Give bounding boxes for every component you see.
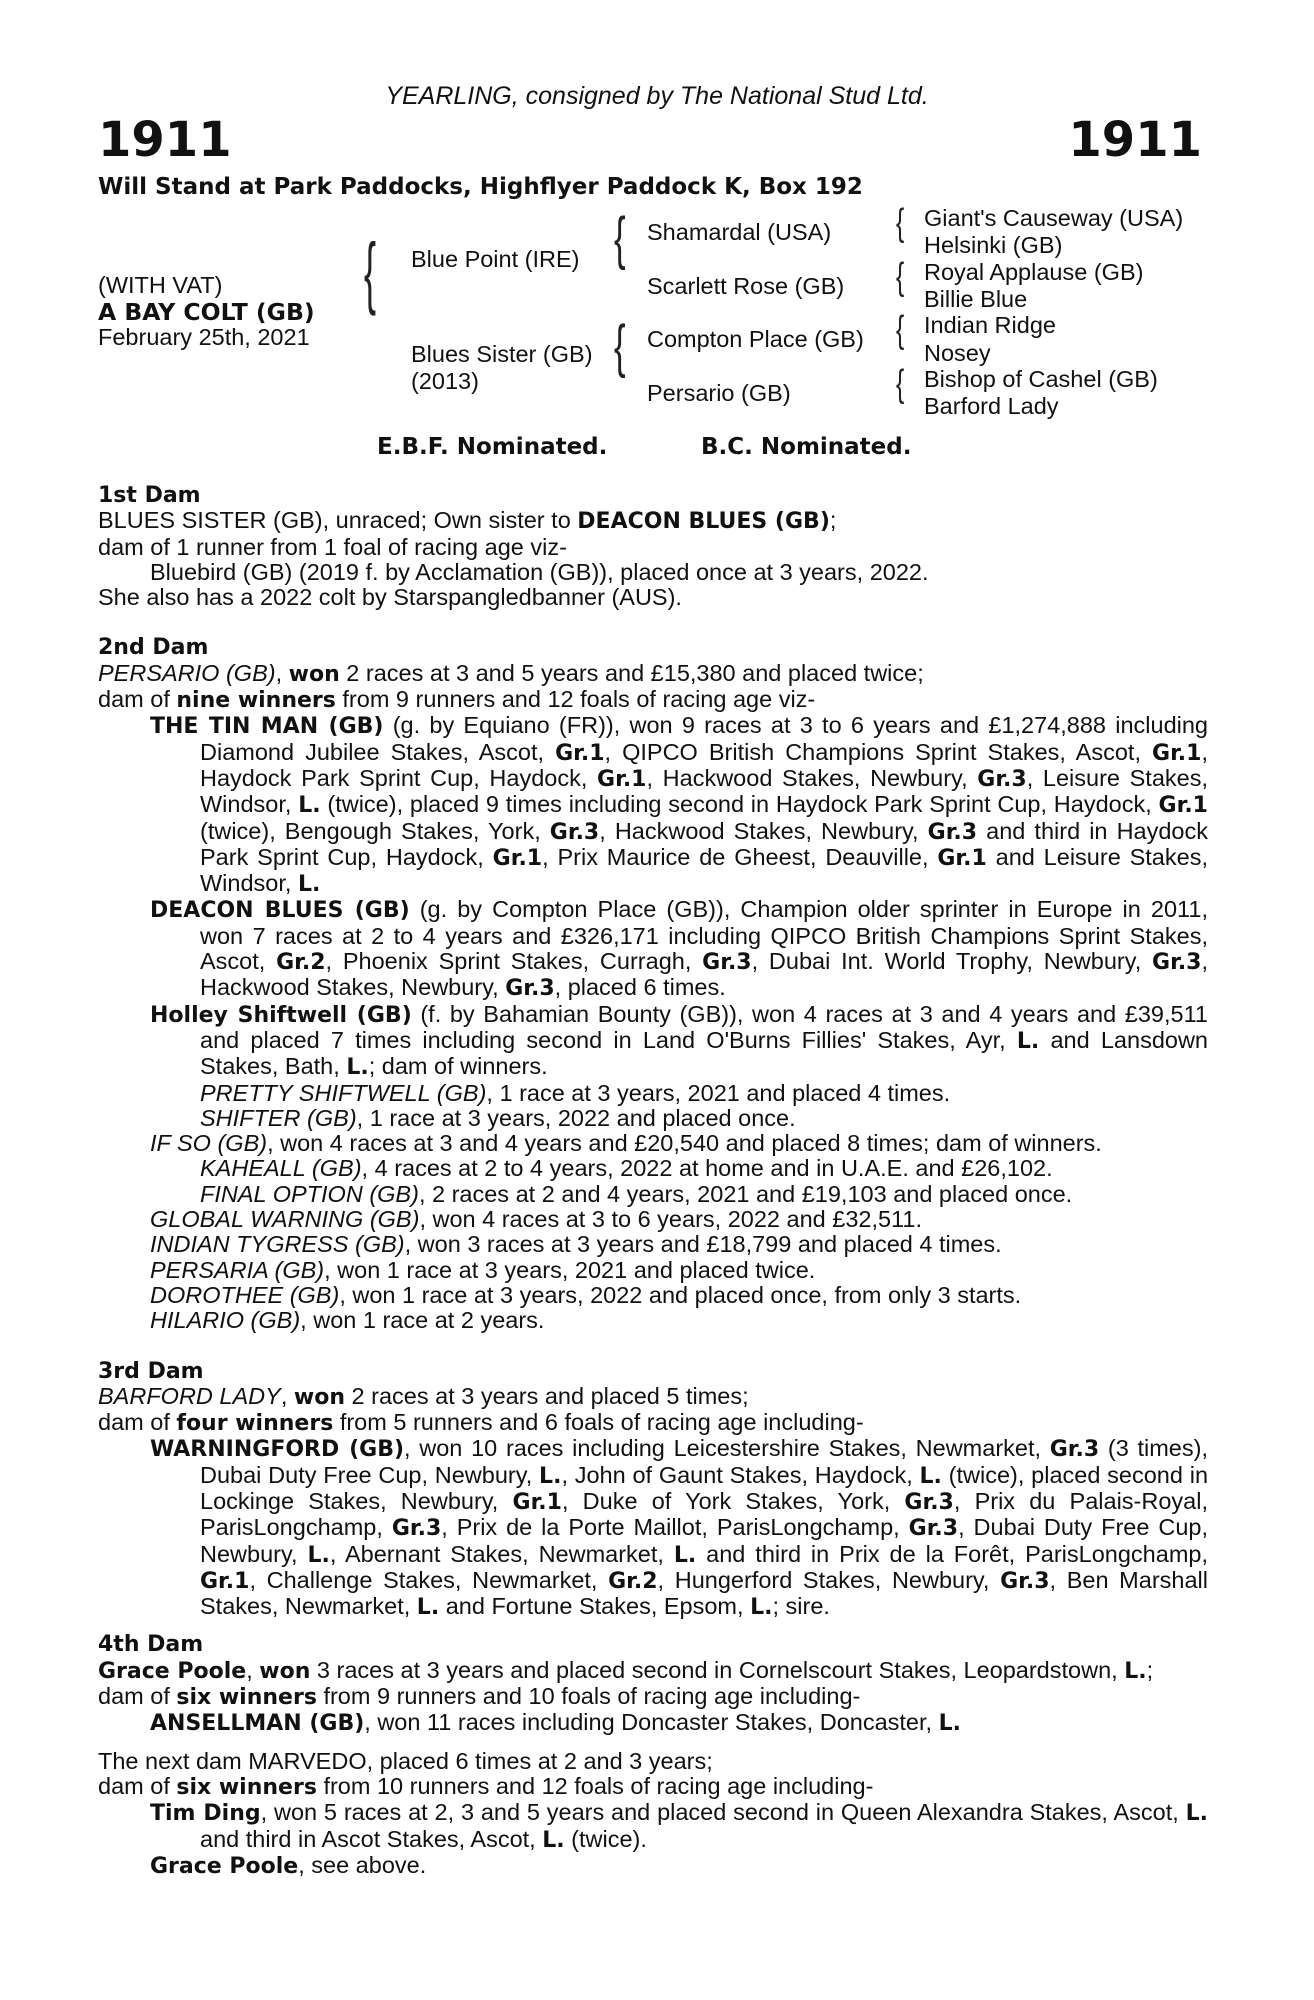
brace-dd: { [896, 363, 905, 405]
second-dam-line: PERSARIO (GB), won 2 races at 3 and 5 years and £15,380 and placed twice; [98, 659, 924, 687]
pedigree-dam: Blues Sister (GB) [411, 341, 593, 367]
pedigree-ssd: Helsinki (GB) [924, 232, 1063, 258]
entry-the-tin-man: THE TIN MAN (GB) (g. by Equiano (FR)), won 9 races at 3 to 6 years and £1,274,888 including Diamond Jubilee Stakes, Ascot, Gr.1, QIPCO British Champions Sprint Stakes, Ascot, Gr.1, Haydock Park Sprint Cup, Haydock, Gr.1, Hackwood Stakes, Newbury, Gr.3, Leisure Stakes, Windsor, L. (twice), placed 9 times including second in Haydock Park Sprint Cup, Haydock, Gr.1 (twice), Bengough Stakes, York, Gr.3, Hackwood Stakes, Newbury, Gr.3 and third in Haydock Park Sprint Cup, Haydock, Gr.1, Prix Maurice de Gheest, Deauville, Gr.1 and Leisure Stakes, Windsor, L. [150, 712, 1208, 898]
entry-final-option: FINAL OPTION (GB), 2 races at 2 and 4 years, 2021 and £19,103 and placed once. [200, 1180, 1073, 1207]
entry-kaheall: KAHEALL (GB), 4 races at 2 to 4 years, 2022 at home and in U.A.E. and £26,102. [200, 1155, 1053, 1182]
third-dam-line: BARFORD LADY, won 2 races at 3 years and placed 5 times; [98, 1382, 749, 1410]
lot-number-right: 1911 [1068, 112, 1202, 168]
brace-sd: { [896, 256, 905, 298]
first-dam-line: BLUES SISTER (GB), unraced; Own sister to DEACON BLUES (GB); [98, 507, 837, 535]
pedigree-sd: Scarlett Rose (GB) [647, 273, 845, 299]
third-dam-produce: dam of four winners from 5 runners and 6 foals of racing age including- [98, 1409, 864, 1437]
pedigree-dd: Persario (GB) [647, 380, 791, 406]
entry-tim-ding: Tim Ding, won 5 races at 2, 3 and 5 years and placed second in Queen Alexandra Stakes, Ascot, L. and third in Ascot Stakes, Ascot, L. (twice). [150, 1799, 1208, 1853]
second-dam-produce: dam of nine winners from 9 runners and 12 foals of racing age viz- [98, 686, 816, 714]
next-dam-produce: dam of six winners from 10 runners and 12 foals of racing age including- [98, 1772, 874, 1800]
lot-number-left: 1911 [98, 112, 232, 168]
pedigree-dsd: Nosey [924, 340, 991, 366]
first-dam-foal: Bluebird (GB) (2019 f. by Acclamation (GB)), placed once at 3 years, 2022. [150, 558, 929, 585]
entry-hilario: HILARIO (GB), won 1 race at 2 years. [150, 1307, 545, 1334]
entry-dorothee: DOROTHEE (GB), won 1 race at 3 years, 2022 and placed once, from only 3 starts. [150, 1281, 1022, 1308]
entry-warningford: WARNINGFORD (GB), won 10 races including Leicestershire Stakes, Newmarket, Gr.3 (3 times), Dubai Duty Free Cup, Newbury, L., John of Gaunt Stakes, Haydock, L. (twice), placed second in Lockinge Stakes, Newbury, Gr.1, Duke of York Stakes, York, Gr.3, Prix du Palais-Royal, ParisLongchamp, Gr.3, Prix de la Porte Maillot, ParisLongchamp, Gr.3, Dubai Duty Free Cup, Newbury, L., Abernant Stakes, Newmarket, L. and third in Prix de la Forêt, ParisLongchamp, Gr.1, Challenge Stakes, Newmarket, Gr.2, Hungerford Stakes, Newbury, Gr.3, Ben Marshall Stakes, Newmarket, L. and Fortune Stakes, Epsom, L.; sire. [150, 1435, 1209, 1621]
pedigree-sire: Blue Point (IRE) [411, 246, 580, 272]
fourth-dam-produce: dam of six winners from 9 runners and 10 foals of racing age including- [98, 1683, 861, 1711]
brace-sire: { [614, 206, 626, 271]
pedigree-dds: Bishop of Cashel (GB) [924, 366, 1158, 392]
bc-nomination: B.C. Nominated. [701, 434, 912, 460]
pedigree-sss: Giant's Causeway (USA) [924, 205, 1184, 231]
pedigree-ddd: Barford Lady [924, 393, 1059, 419]
first-dam-heading: 1st Dam [98, 483, 201, 508]
brace-gen1: { [364, 227, 377, 316]
third-dam-heading: 3rd Dam [98, 1358, 204, 1384]
vat-note: (WITH VAT) [98, 272, 223, 298]
second-dam-heading: 2nd Dam [98, 635, 209, 661]
pedigree-sdd: Billie Blue [924, 286, 1028, 312]
pedigree-dss: Indian Ridge [924, 312, 1056, 338]
entry-persaria: PERSARIA (GB), won 1 race at 3 years, 2021 and placed twice. [150, 1256, 816, 1283]
catalogue-body [98, 483, 1208, 1879]
fourth-dam-heading: 4th Dam [98, 1632, 204, 1658]
brace-ss: { [896, 202, 905, 244]
colt-dob: February 25th, 2021 [98, 324, 310, 350]
entry-indian-tygress: INDIAN TYGRESS (GB), won 3 races at 3 years and £18,799 and placed 4 times. [150, 1231, 1002, 1258]
brace-dam: { [614, 314, 626, 379]
ebf-nomination: E.B.F. Nominated. [377, 434, 608, 460]
entry-shifter: SHIFTER (GB), 1 race at 3 years, 2022 and placed once. [200, 1104, 796, 1131]
brace-ds: { [896, 309, 905, 351]
pedigree-sds: Royal Applause (GB) [924, 259, 1144, 285]
colt-name: A BAY COLT (GB) [98, 298, 315, 326]
first-dam-produce: dam of 1 runner from 1 foal of racing age viz- [98, 533, 567, 560]
entry-pretty-shiftwell: PRETTY SHIFTWELL (GB), 1 race at 3 years, 2021 and placed 4 times. [200, 1079, 951, 1106]
fourth-dam-line: Grace Poole, won 3 races at 3 years and placed second in Cornelscourt Stakes, Leopardstown, L.; [98, 1656, 1154, 1684]
consignor-line: YEARLING, consigned by The National Stud Ltd. [385, 82, 929, 110]
pedigree-ss: Shamardal (USA) [647, 219, 832, 245]
entry-global-warning: GLOBAL WARNING (GB), won 4 races at 3 to 6 years, 2022 and £32,511. [150, 1206, 922, 1233]
entry-ansellman: ANSELLMAN (GB), won 11 races including Doncaster Stakes, Doncaster, L. [150, 1709, 961, 1737]
stand-location: Will Stand at Park Paddocks, Highflyer Paddock K, Box 192 [98, 174, 863, 200]
first-dam-note: She also has a 2022 colt by Starspangledbanner (AUS). [98, 584, 682, 611]
next-dam-line: The next dam MARVEDO, placed 6 times at 2 and 3 years; [98, 1747, 713, 1774]
entry-grace-poole: Grace Poole, see above. [150, 1851, 427, 1879]
entry-deacon-blues: DEACON BLUES (GB) (g. by Compton Place (GB)), Champion older sprinter in Europe in 2011, won 7 races at 2 to 4 years and £326,171 including QIPCO British Champions Sprint Stakes, Ascot, Gr.2, Phoenix Sprint Stakes, Curragh, Gr.3, Dubai Int. World Trophy, Newbury, Gr.3, Hackwood Stakes, Newbury, Gr.3, placed 6 times. [150, 896, 1209, 1002]
entry-holley-shiftwell: Holley Shiftwell (GB) (f. by Bahamian Bounty (GB)), won 4 races at 3 and 4 years and £39,511 and placed 7 times including second in Land O'Burns Fillies' Stakes, Ayr, L. and Lansdown Stakes, Bath, L.; dam of winners. [150, 1000, 1209, 1081]
pedigree-ds: Compton Place (GB) [647, 326, 864, 352]
pedigree-dam-year: (2013) [411, 368, 479, 394]
entry-if-so: IF SO (GB), won 4 races at 3 and 4 years and £20,540 and placed 8 times; dam of winners. [150, 1130, 1102, 1157]
